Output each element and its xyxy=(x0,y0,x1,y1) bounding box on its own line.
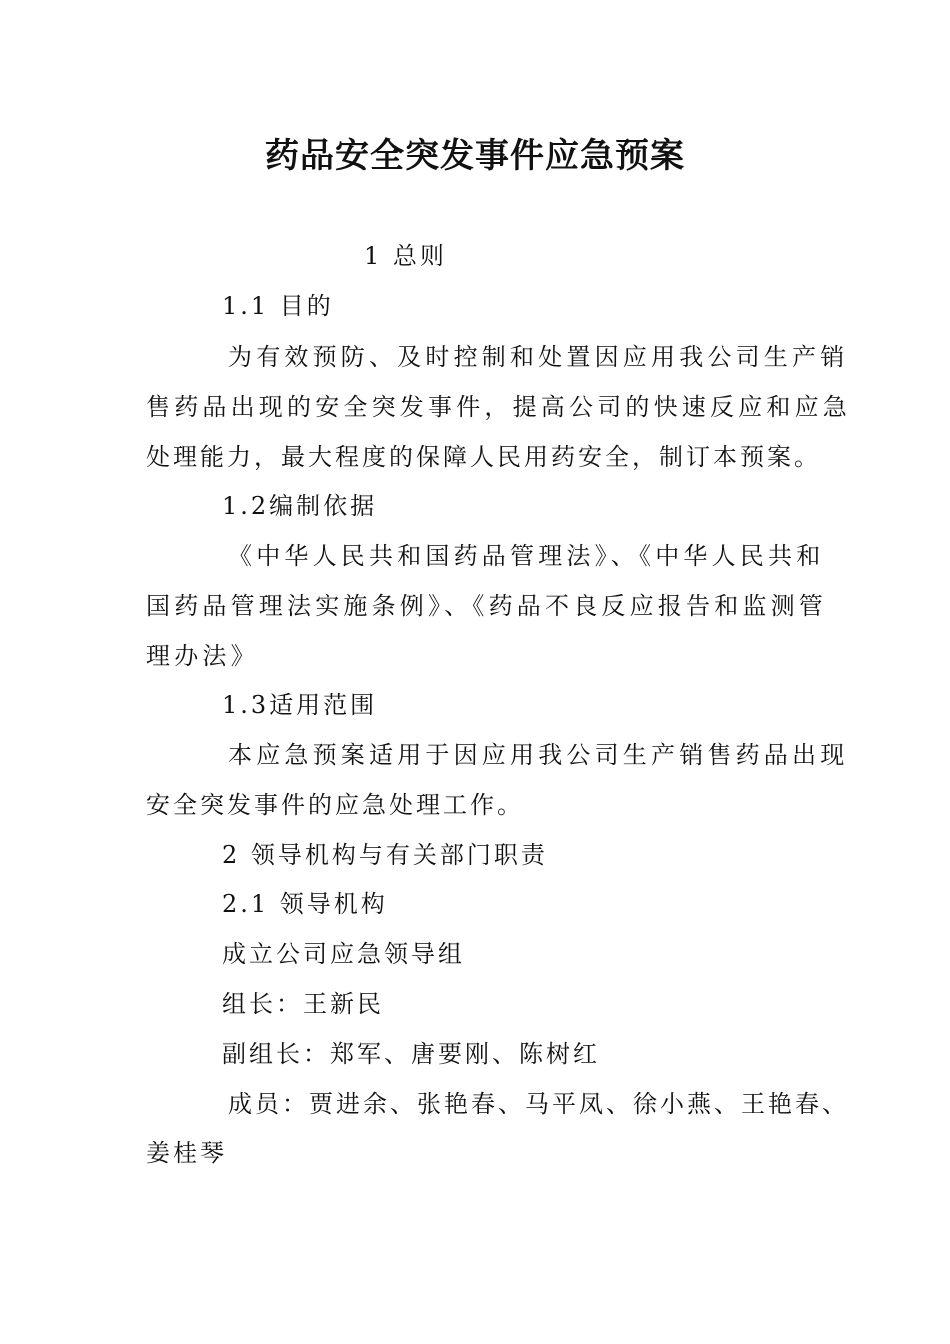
text-members-line-1: 成员：贾进余、张艳春、马平凤、徐小燕、王艳春、 xyxy=(228,1090,849,1118)
paragraph-scope-line-2: 安全突发事件的应急处理工作。 xyxy=(146,791,524,819)
paragraph-scope-line-1: 本应急预案适用于因应用我公司生产销售药品出现 xyxy=(228,741,849,769)
heading-scope: 1.3适用范围 xyxy=(222,691,378,719)
paragraph-basis-line-2: 国药品管理法实施条例》、《药品不良反应报告和监测管 xyxy=(146,592,827,620)
paragraph-purpose-line-1: 为有效预防、及时控制和处置因应用我公司生产销 xyxy=(228,343,849,371)
paragraph-purpose-line-3: 处理能力，最大程度的保障人民用药安全，制订本预案。 xyxy=(146,443,821,471)
heading-leadership-organization: 2.1 领导机构 xyxy=(222,890,388,918)
paragraph-basis-line-1: 《中华人民共和国药品管理法》、《中华人民共和 xyxy=(228,542,825,570)
text-group-leader: 组长：王新民 xyxy=(222,990,384,1018)
heading-basis: 1.2编制依据 xyxy=(222,492,378,520)
text-deputy-leaders: 副组长：郑军、唐要刚、陈树红 xyxy=(222,1040,600,1068)
text-members-line-2: 姜桂琴 xyxy=(146,1139,227,1167)
heading-leadership-and-duties: 2 领导机构与有关部门职责 xyxy=(222,841,548,869)
text-leadership-group: 成立公司应急领导组 xyxy=(222,940,465,968)
heading-general-principles: 1 总则 xyxy=(364,242,447,270)
paragraph-basis-line-3: 理办法》 xyxy=(146,642,259,670)
heading-purpose: 1.1 目的 xyxy=(222,292,334,320)
document-title: 药品安全突发事件应急预案 xyxy=(265,136,685,176)
paragraph-purpose-line-2: 售药品出现的安全突发事件，提高公司的快速反应和应急 xyxy=(146,393,851,421)
